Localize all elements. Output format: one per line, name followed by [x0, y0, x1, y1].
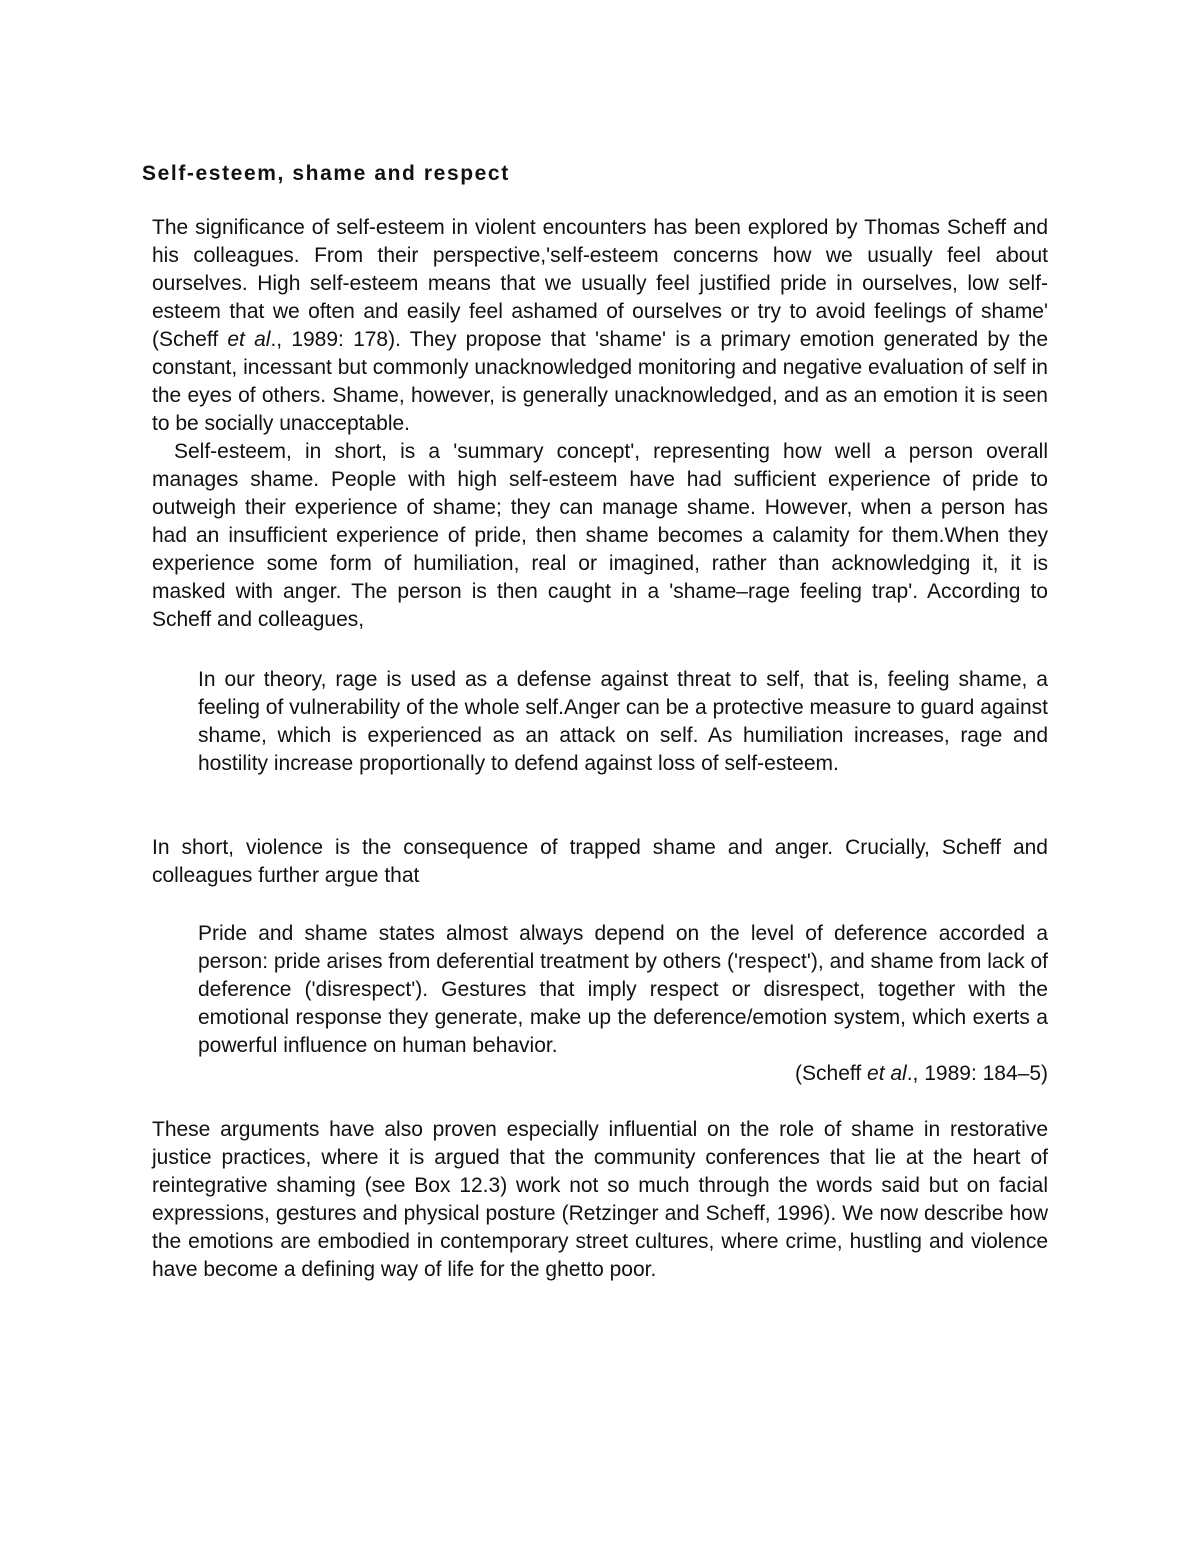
paragraph-text: The significance of self-esteem in violent encounters has been explored by Thomas Scheff and his colleagues. From their perspective,'self-esteem concerns how we usually feel about ourselves. High self-esteem means that we usually feel justified pride in ourselves, low self-esteem that we often and easily feel ashamed of ourselves or try to avoid feelings of shame' (Scheff [152, 216, 1048, 351]
citation-text: ., 1989: 184–5) [906, 1062, 1048, 1085]
paragraph-trapped-shame: In short, violence is the consequence of trapped shame and anger. Crucially, Scheff and colleagues further argue that [152, 836, 1048, 887]
quote-citation [198, 1060, 1048, 1088]
paragraph-summary-concept: Self-esteem, in short, is a 'summary concept', representing how well a person overall manages shame. People with high self-esteem have had sufficient experience of pride to outweigh their experience of shame; they can manage shame. However, when a person has had an insufficient experience of pride, then shame becomes a calamity for them.When they experience some form of humiliation, real or imagined, rather than acknowledging it, it is masked with anger. The person is then caught in a 'shame–rage feeling trap'. According to Scheff and colleagues, [152, 440, 1048, 631]
block-quote-deference [198, 920, 1048, 1088]
paragraph-text: ., 1989: 178). They propose that 'shame' is a primary emotion generated by the constant, incessant but commonly unacknowledged monitoring and negative evaluation of self in the eyes of others. Shame, however, is generally unacknowledged, and as an emotion it is seen to be socially unacceptable. [152, 328, 1049, 435]
et-al-italic: et al [867, 1062, 907, 1085]
paragraph-scheff-intro [152, 214, 1048, 634]
paragraph-restorative-justice: These arguments have also proven especially influential on the role of shame in restorative justice practices, where it is argued that the community conferences that lie at the heart of reintegrative shaming (see Box 12.3) work not so much through the words said but on facial expressions, gestures and physical posture (Retzinger and Scheff, 1996). We now describe how the emotions are embodied in contemporary street cultures, where crime, hustling and violence have become a defining way of life for the ghetto poor. [152, 1118, 1048, 1281]
block-quote-rage-theory: In our theory, rage is used as a defense against threat to self, that is, feeling shame, a feeling of vulnerability of the whole self.Anger can be a protective measure to guard against shame, which is experienced as an attack on self. As humiliation increases, rage and hostility increase proportionally to defend against loss of self-esteem. [198, 668, 1048, 775]
section-heading: Self-esteem, shame and respect [142, 162, 510, 185]
citation-text: (Scheff [795, 1062, 868, 1085]
quote-text: Pride and shame states almost always depend on the level of deference accorded a person: pride arises from deferential treatment by others ('respect'), and shame from lack of deference ('disrespect'). Gestures that imply respect or disrespect, together with the emotional response they generate, make up the deference/emotion system, which exerts a powerful influence on human behavior. [198, 922, 1048, 1057]
et-al-italic: et al [227, 328, 271, 351]
